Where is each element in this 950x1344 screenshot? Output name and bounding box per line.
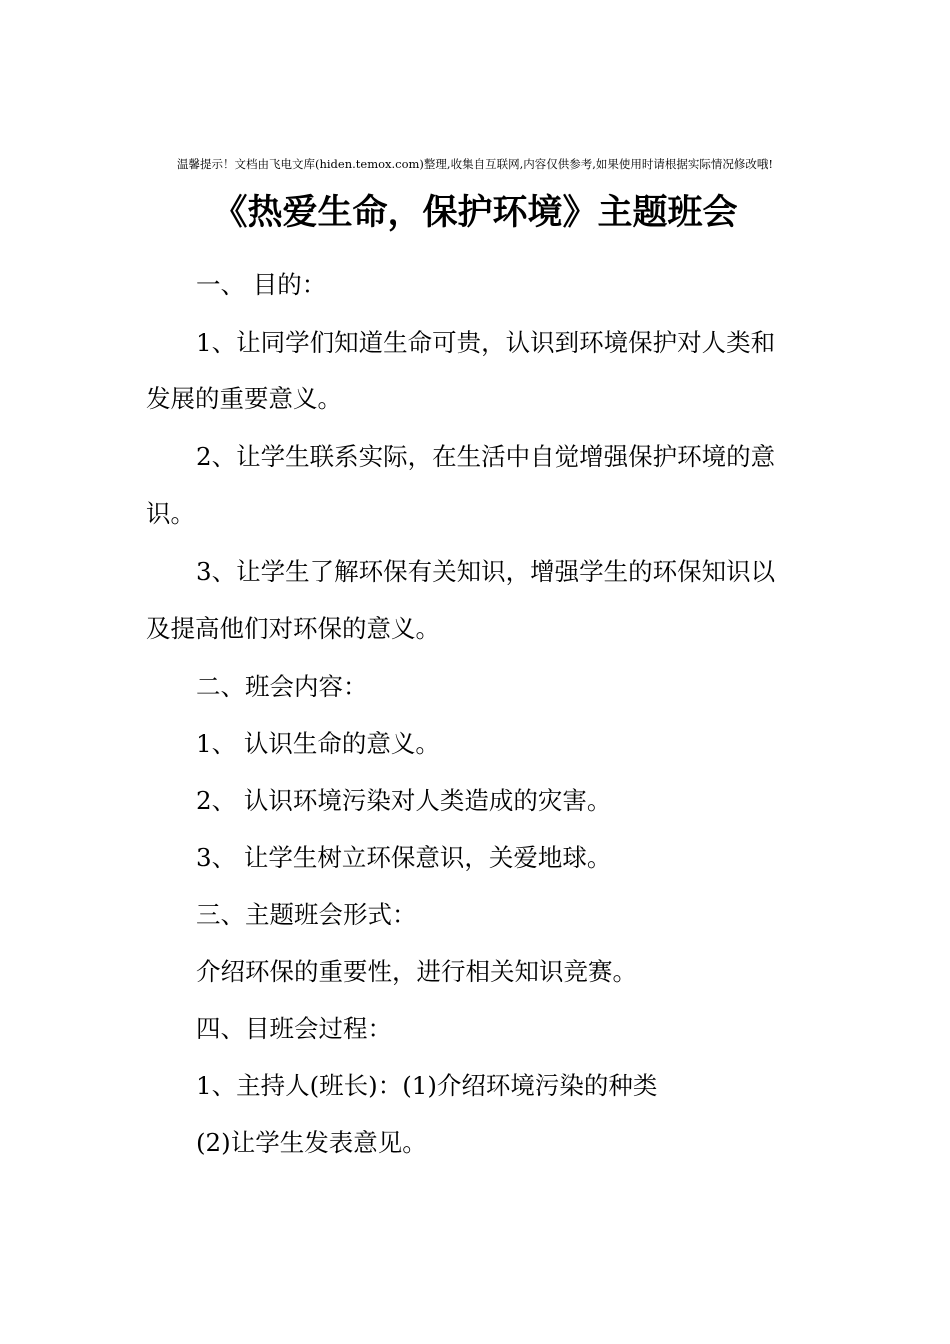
section-heading-purpose: 一、 目的： <box>196 270 327 299</box>
paragraph-line: 介绍环保的重要性，进行相关知识竞赛。 <box>196 957 637 986</box>
paragraph-line: 1、让同学们知道生命可贵，认识到环境保护对人类和 <box>196 328 776 357</box>
list-item: 2、 认识环境污染对人类造成的灾害。 <box>196 786 612 815</box>
paragraph-line: 3、让学生了解环保有关知识，增强学生的环保知识以 <box>196 557 776 586</box>
section-heading-content: 二、班会内容： <box>196 672 368 701</box>
section-heading-process: 四、目班会过程： <box>196 1014 392 1043</box>
paragraph-line: 1、主持人(班长)：(1)介绍环境污染的种类 <box>196 1071 658 1100</box>
paragraph-line: 发展的重要意义。 <box>146 384 342 413</box>
section-heading-format: 三、主题班会形式： <box>196 900 417 929</box>
paragraph-line: 2、让学生联系实际，在生活中自觉增强保护环境的意 <box>196 442 776 471</box>
paragraph-line: 识。 <box>146 499 195 528</box>
paragraph-line: 及提高他们对环保的意义。 <box>146 614 440 643</box>
list-item: 1、 认识生命的意义。 <box>196 729 440 758</box>
document-title: 《热爱生命，保护环境》主题班会 <box>212 193 738 233</box>
paragraph-line: (2)让学生发表意见。 <box>196 1128 427 1157</box>
list-item: 3、 让学生树立环保意识，关爱地球。 <box>196 843 612 872</box>
download-notice: 温馨提示！文档由飞电文库(hiden.temox.com)整理,收集自互联网,内容仅供参考,如果使用时请根据实际情况修改哦! <box>176 157 774 171</box>
